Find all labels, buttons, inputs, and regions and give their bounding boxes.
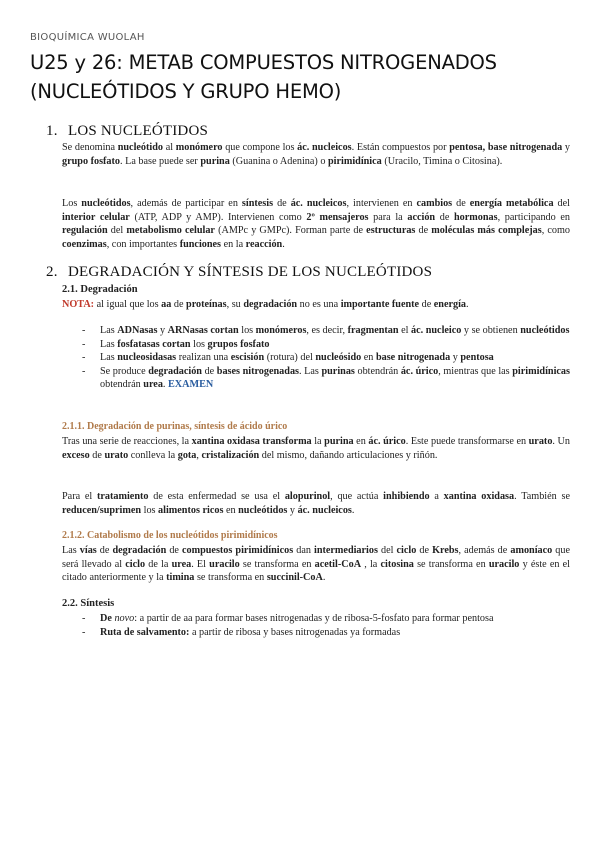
subsection-heading: 2.1. Degradación (62, 284, 138, 295)
note-paragraph: NOTA: al igual que los aa de proteínas, su degradación no es una importante fuente de energía. (62, 299, 469, 310)
synthesis-list (62, 612, 570, 639)
paragraph: Tras una serie de reacciones, la xantina oxidasa transforma la purina en ác. úrico. Este puede transformarse en urato. Un exceso de urato conlleva la gota, cristalización del mismo, dañando articulaciones y riñón. (62, 436, 570, 461)
list-item: - Ruta de salvamento: a partir de ribosa y bases nitrogenadas ya formadas (62, 626, 570, 640)
subsection-heading: 2.1.1. Degradación de purinas, síntesis de ácido úrico (62, 421, 288, 432)
paragraph: Para el tratamiento de esta enfermedad se usa el alopurinol, que actúa inhibiendo a xantina oxidasa. También se reducen/suprimen los alimentos ricos en nucleótidos y ác. nucleicos. (62, 491, 571, 516)
section-number: 2. (46, 264, 58, 280)
section-1-heading (46, 123, 208, 140)
subsection-heading: 2.2. Síntesis (62, 598, 115, 609)
list-item: - Las fosfatasas cortan los grupos fosfato (62, 338, 570, 352)
note-label: NOTA: (62, 299, 95, 310)
section-title: LOS NUCLEÓTIDOS (67, 123, 209, 139)
document-title: U25 y 26: METAB COMPUESTOS NITROGENADOS (NUCLEÓTIDOS Y GRUPO HEMO) (30, 51, 497, 103)
list-item: - De novo: a partir de aa para formar bases nitrogenadas y de ribosa-5-fosfato para formar pentosa (62, 612, 570, 626)
list-item: - Las nucleosidasas realizan una escisión (rotura) del nucleósido en base nitrogenada y pentosa (62, 351, 570, 365)
subsection-heading: 2.1.2. Catabolismo de los nucleótidos pirimidínicos (62, 530, 278, 541)
section-number: 1. (46, 123, 58, 139)
section-2-heading (46, 264, 432, 281)
list-item: - Se produce degradación de bases nitrogenadas. Las purinas obtendrán ác. úrico, mientras que las pirimidínicas obtendrán urea. EXAMEN (62, 365, 570, 392)
degradation-list (62, 324, 570, 392)
header-tag: BIOQUÍMICA WUOLAH (30, 32, 145, 43)
list-item: - Las ADNasas y ARNasas cortan los monómeros, es decir, fragmentan el ác. nucleico y se obtienen nucleótidos (62, 324, 570, 338)
paragraph: Los nucleótidos, además de participar en síntesis de ác. nucleicos, intervienen en cambios de energía metabólica del interior celular (ATP, ADP y AMP). Intervienen como 2º mensajeros para la acción de hormonas, participando en regulación del metabolismo celular (AMPc y GMPc). Forman parte de estructuras de moléculas más complejas, como coenzimas, con importantes funciones en la reacción. (62, 198, 570, 250)
exam-tag: EXAMEN (168, 379, 214, 391)
section-title: DEGRADACIÓN Y SÍNTESIS DE LOS NUCLEÓTIDOS (67, 264, 433, 280)
paragraph: Las vías de degradación de compuestos pirimidínicos dan intermediarios del ciclo de Krebs, además de amoníaco que será llevado al ciclo de la urea. El uracilo se transforma en acetil-CoA , la citosina se transforma en uracilo y éste en el citado anteriormente y la timina se transforma en succinil-CoA. (62, 545, 571, 584)
paragraph: Se denomina nucleótido al monómero que compone los ác. nucleicos. Están compuestos por pentosa, base nitrogenada y grupo fosfato. La base puede ser purina (Guanina o Adenina) o pirimidínica (Uracilo, Timina o Citosina). (62, 142, 571, 167)
